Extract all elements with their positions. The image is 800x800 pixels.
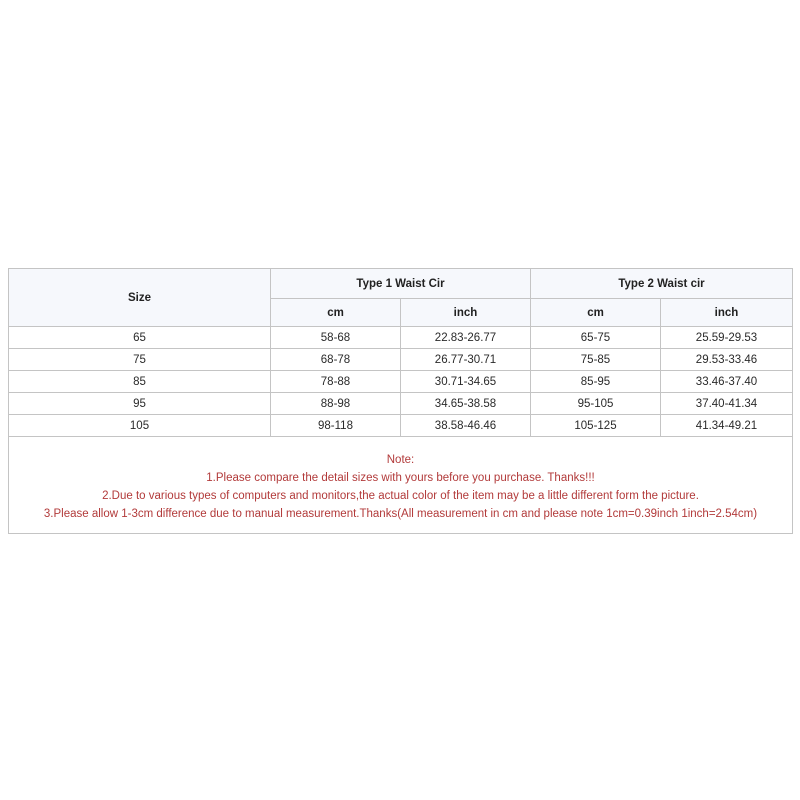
note-line-3: 3.Please allow 1-3cm difference due to manual measurement.Thanks(All measurement in cm and please note 1cm=0.39inch 1inch=2.54cm)	[43, 508, 758, 520]
table-cell: 25.59-29.53	[661, 327, 793, 349]
size-cell: 75	[9, 349, 271, 371]
table-row	[9, 415, 793, 437]
table-cell: 34.65-38.58	[401, 393, 531, 415]
table-cell: 33.46-37.40	[661, 371, 793, 393]
type1-group-header: Type 1 Waist Cir	[271, 269, 531, 299]
table-cell: 29.53-33.46	[661, 349, 793, 371]
table-cell: 75-85	[531, 349, 661, 371]
table-cell: 58-68	[271, 327, 401, 349]
notes-row	[9, 437, 793, 534]
type2-cm-header: cm	[531, 299, 661, 327]
table-cell: 105-125	[531, 415, 661, 437]
table-cell: 26.77-30.71	[401, 349, 531, 371]
table-cell: 68-78	[271, 349, 401, 371]
notes-title: Note:	[386, 454, 415, 466]
table-cell: 38.58-46.46	[401, 415, 531, 437]
note-line-2: 2.Due to various types of computers and monitors,the actual color of the item may be a little different form the picture.	[102, 490, 699, 502]
size-cell: 85	[9, 371, 271, 393]
table-cell: 22.83-26.77	[401, 327, 531, 349]
table-cell: 88-98	[271, 393, 401, 415]
table-cell: 78-88	[271, 371, 401, 393]
table-cell: 65-75	[531, 327, 661, 349]
type1-cm-header: cm	[271, 299, 401, 327]
size-header: Size	[9, 269, 271, 327]
notes-cell	[9, 437, 793, 534]
table-cell: 37.40-41.34	[661, 393, 793, 415]
size-chart-table	[8, 268, 793, 534]
type2-group-header: Type 2 Waist cir	[531, 269, 793, 299]
type1-inch-header: inch	[401, 299, 531, 327]
type2-inch-header: inch	[661, 299, 793, 327]
table-row	[9, 349, 793, 371]
size-cell: 65	[9, 327, 271, 349]
header-row-top	[9, 269, 793, 299]
table-cell: 85-95	[531, 371, 661, 393]
table-cell: 30.71-34.65	[401, 371, 531, 393]
note-line-1: 1.Please compare the detail sizes with yours before you purchase. Thanks!!!	[206, 472, 595, 484]
table-row	[9, 393, 793, 415]
table-row	[9, 371, 793, 393]
table-cell: 98-118	[271, 415, 401, 437]
table-cell: 95-105	[531, 393, 661, 415]
table-cell: 41.34-49.21	[661, 415, 793, 437]
table-row	[9, 327, 793, 349]
size-cell: 95	[9, 393, 271, 415]
size-cell: 105	[9, 415, 271, 437]
